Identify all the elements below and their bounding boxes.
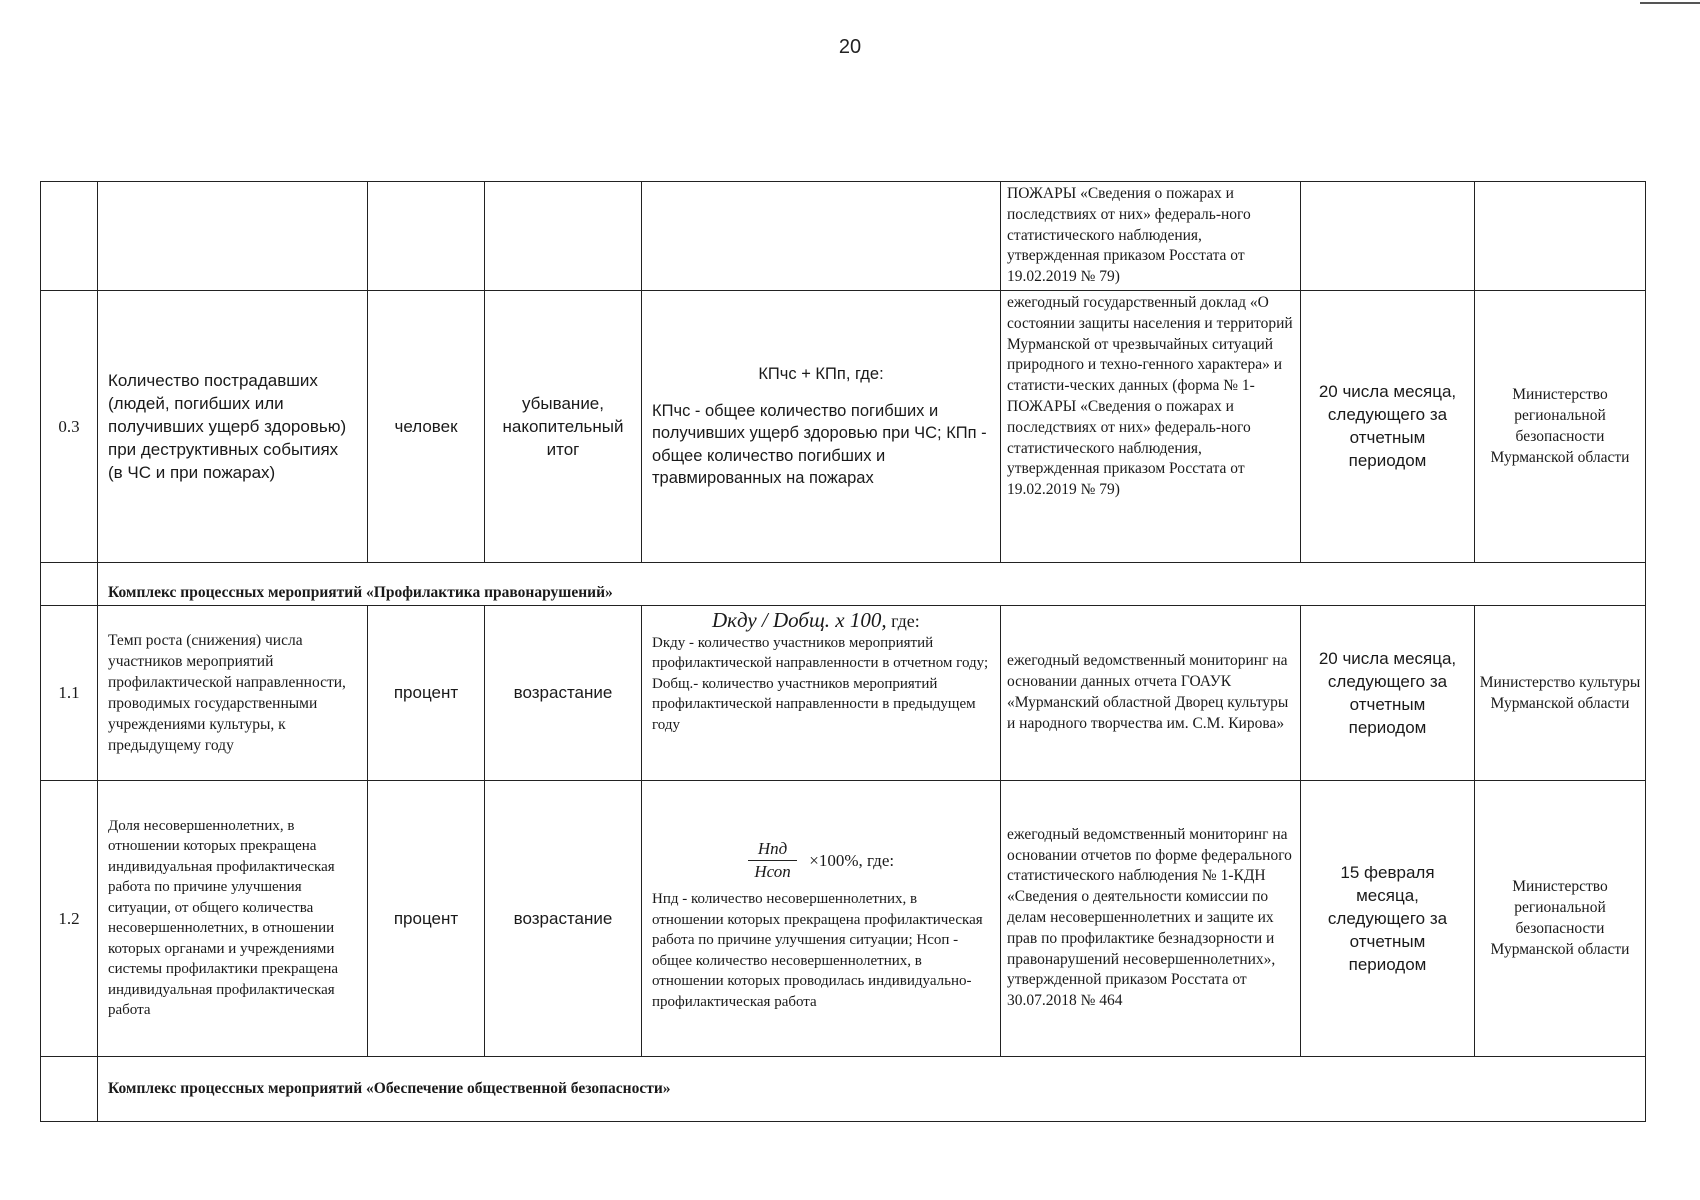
cell-name: Доля несовершеннолетних, в отношении которых прекращена индивидуальная профилактическая работа по причине улучшения ситуации, от общего количества несовершеннолетних, в отношении которых органами и учреждениями системы профилактики прекращена индивидуальная профилактическая работа: [98, 780, 368, 1056]
cell-deadline: 20 числа месяца, следующего за отчетным периодом: [1301, 605, 1475, 780]
table-row: [41, 290, 1646, 562]
formula-description: Dкду - количество участников мероприятий профилактической направленности в отчетном году; Dобщ.- количество участников мероприятий профилактической направленности в предыдущем году: [652, 634, 989, 733]
section-row: [41, 1056, 1646, 1121]
cell-formula: [642, 290, 1001, 562]
cell-formula: [642, 780, 1001, 1056]
cell-direction: [485, 182, 642, 291]
section-row: [41, 562, 1646, 605]
cell-number: [41, 182, 98, 291]
cell-direction: возрастание: [485, 605, 642, 780]
cell-number: 1.1: [41, 605, 98, 780]
cell-source: ежегодный ведомственный мониторинг на основании данных отчета ГОАУК «Мурманский областной Дворец культуры и народного творчества им. С.М. Кирова»: [1001, 605, 1301, 780]
cell-deadline: 20 числа месяца, следующего за отчетным периодом: [1301, 290, 1475, 562]
cell-source: ежегодный государственный доклад «О состоянии защиты населения и территорий Мурманской от чрезвычайных ситуаций природного и техно-генного характера» и статисти-ческих данных (форма № 1-ПОЖАРЫ «Сведения о пожарах и последствиях от них» федераль-ного статистического наблюдения, утвержденная приказом Росстата от 19.02.2019 № 79): [1001, 290, 1301, 562]
cell-unit: процент: [368, 780, 485, 1056]
table-row: [41, 182, 1646, 291]
cell-source: ПОЖАРЫ «Сведения о пожарах и последствиях от них» федераль-ного статистического наблюдения, утвержденная приказом Росстата от 19.02.2019 № 79): [1001, 182, 1301, 291]
cell-responsible: Министерство культуры Мурманской области: [1475, 605, 1646, 780]
cell-formula: [642, 605, 1001, 780]
cell-name: Количество пострадавших (людей, погибших или получивших ущерб здоровью) при деструктивных событиях (в ЧС и при пожарах): [98, 290, 368, 562]
formula-description: КПчс - общее количество погибших и получивших ущерб здоровью при ЧС; КПп - общее количество погибших и травмированных на пожарах: [652, 401, 987, 488]
page-number: 20: [838, 36, 862, 58]
fraction-numerator: Нпд: [748, 838, 797, 861]
table-row: [41, 605, 1646, 780]
cell-number: 1.2: [41, 780, 98, 1056]
scan-corner-mark: [1640, 2, 1700, 4]
cell-responsible: Министерство региональной безопасности Мурманской области: [1475, 290, 1646, 562]
cell-number: 0.3: [41, 290, 98, 562]
cell-responsible: [1475, 182, 1646, 291]
cell-responsible: Министерство региональной безопасности Мурманской области: [1475, 780, 1646, 1056]
cell-name: Темп роста (снижения) числа участников мероприятий профилактической направленности, проводимых государственными учреждениями культуры, к предыдущему году: [98, 605, 368, 780]
cell-formula: [642, 182, 1001, 291]
formula-main: КПчс + КПп, где:: [758, 365, 884, 384]
table-row: [41, 780, 1646, 1056]
cell-number: [41, 1056, 98, 1121]
section-title: Комплекс процессных мероприятий «Обеспечение общественной безопасности»: [98, 1056, 1646, 1121]
fraction-denominator: Нсоп: [754, 862, 791, 882]
cell-number: [41, 562, 98, 605]
cell-deadline: [1301, 182, 1475, 291]
formula-description: Нпд - количество несовершеннолетних, в отношении которых прекращена профилактическая работа по причине улучшения ситуации; Нсоп - общее количество несовершеннолетних, в отношении которых проводилась индивидуально-профилактическая работа: [652, 891, 983, 1010]
formula-main: Dкду / Dобщ. х 100, где:: [712, 607, 920, 632]
cell-name: [98, 182, 368, 291]
indicators-table: [40, 181, 1646, 1122]
cell-source: ежегодный ведомственный мониторинг на основании отчетов по форме федерального статистического наблюдения № 1-КДН «Сведения о деятельности комиссии по делам несовершеннолетних и защите их прав по профилактике безнадзорности и правонарушений несовершеннолетних», утвержденной приказом Росстата от 30.07.2018 № 464: [1001, 780, 1301, 1056]
cell-deadline: 15 февраля месяца, следующего за отчетным периодом: [1301, 780, 1475, 1056]
cell-unit: процент: [368, 605, 485, 780]
cell-unit: [368, 182, 485, 291]
section-title: Комплекс процессных мероприятий «Профилактика правонарушений»: [98, 562, 1646, 605]
cell-direction: убывание, накопительный итог: [485, 290, 642, 562]
cell-direction: возрастание: [485, 780, 642, 1056]
formula-tail: ×100%, где:: [809, 850, 895, 870]
cell-unit: человек: [368, 290, 485, 562]
formula-fraction: [652, 838, 990, 883]
